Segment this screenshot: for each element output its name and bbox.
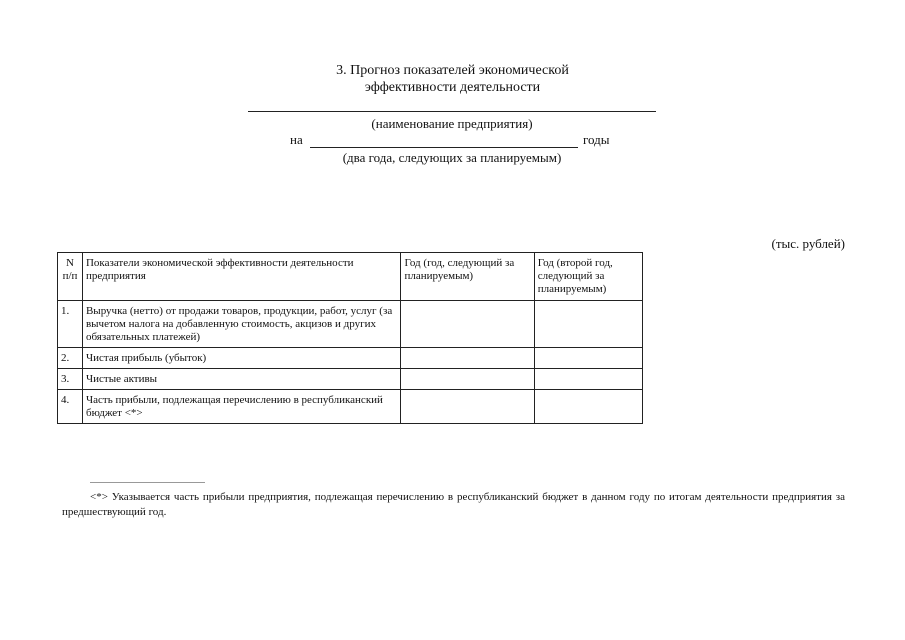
table-row xyxy=(58,390,643,424)
row-year1-value-cell[interactable] xyxy=(401,348,534,369)
header-number-line-2: п/п xyxy=(62,270,78,282)
row-indicator-cell: Чистая прибыль (убыток) xyxy=(82,348,401,369)
header-number-cell xyxy=(58,253,83,301)
period-caption: (два года, следующих за планируемым) xyxy=(342,150,562,165)
table-row xyxy=(58,348,643,369)
table-row xyxy=(58,369,643,390)
row-year2-value-cell[interactable] xyxy=(534,301,642,348)
row-year2-value-cell[interactable] xyxy=(534,348,642,369)
header-year2-cell: Год (второй год, следующий за планируемым) xyxy=(534,253,642,301)
form-title-line-2: эффективности деятельности xyxy=(364,80,541,95)
unit-label: (тыс. рублей) xyxy=(771,236,845,251)
row-year2-value-cell[interactable] xyxy=(534,369,642,390)
row-number-cell: 1. xyxy=(58,301,83,348)
table-row xyxy=(58,301,643,348)
header-year1-cell: Год (год, следующий за планируемым) xyxy=(401,253,534,301)
footnote-text: <*> Указывается часть прибыли предприятия, подлежащая перечислению в республиканский бюджет в данном году по итогам деятельности предприятия за предшествующий год. xyxy=(62,491,845,518)
row-number-cell: 2. xyxy=(58,348,83,369)
period-blank-line xyxy=(310,147,578,148)
row-year1-value-cell[interactable] xyxy=(401,390,534,424)
row-year2-value-cell[interactable] xyxy=(534,390,642,424)
enterprise-name-caption: (наименование предприятия) xyxy=(371,116,533,131)
header-number-line-1: N xyxy=(66,257,74,269)
indicators-table xyxy=(57,252,643,424)
row-number-cell: 3. xyxy=(58,369,83,390)
form-title-line-1: 3. Прогноз показателей экономической xyxy=(336,63,569,78)
header-indicator-cell: Показатели экономической эффективности деятельности предприятия xyxy=(82,253,401,301)
row-indicator-cell: Чистые активы xyxy=(82,369,401,390)
row-year1-value-cell[interactable] xyxy=(401,369,534,390)
period-on-label: на xyxy=(290,132,303,147)
row-number-cell: 4. xyxy=(58,390,83,424)
footnote-divider xyxy=(90,482,205,483)
table-header-row xyxy=(58,253,643,301)
row-indicator-cell: Часть прибыли, подлежащая перечислению в республиканский бюджет <*> xyxy=(82,390,401,424)
enterprise-name-blank-line xyxy=(248,111,656,112)
period-years-label: годы xyxy=(583,132,610,147)
row-indicator-cell: Выручка (нетто) от продажи товаров, продукции, работ, услуг (за вычетом налога на добавленную стоимость, акцизов и других обязательных платежей) xyxy=(82,301,401,348)
row-year1-value-cell[interactable] xyxy=(401,301,534,348)
